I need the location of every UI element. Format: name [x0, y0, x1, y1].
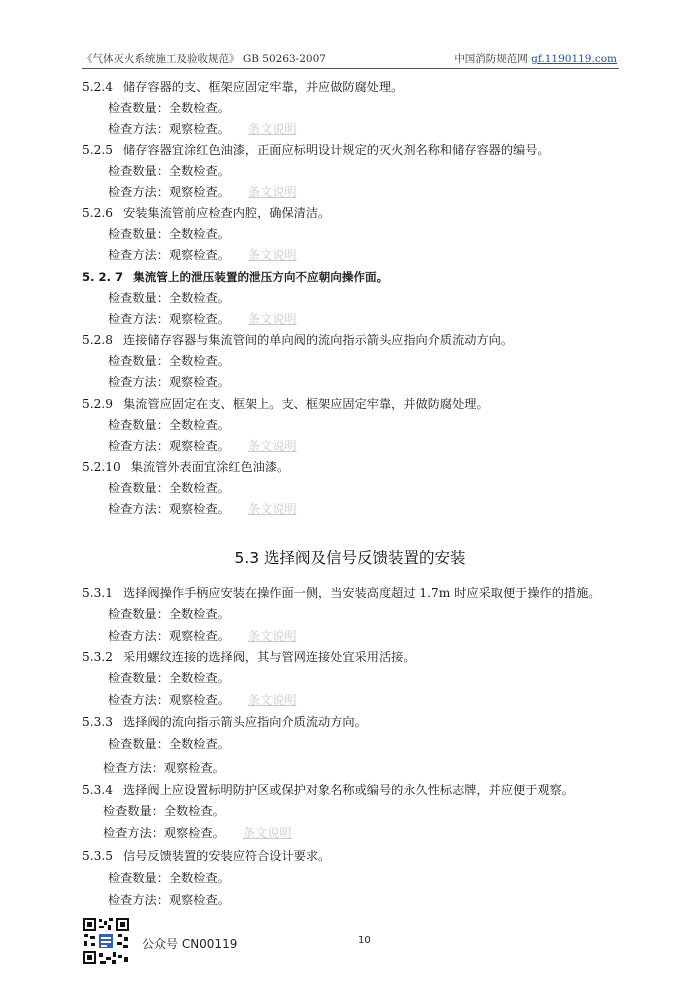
clause-note-link[interactable]: 条文说明	[247, 502, 297, 516]
check-quantity: 检查数量：全数检查。	[108, 607, 230, 621]
check-quantity: 检查数量：全数检查。	[108, 481, 230, 495]
clause-line: 5.2.6 安装集流管前应检查内腔，确保清洁。	[82, 206, 331, 220]
clause-line: 5.3.4 选择阀上应设置标明防护区或保护对象名称或编号的永久性标志牌，并应便于观察。	[82, 783, 574, 797]
page-number: 10	[358, 935, 371, 946]
clause-line: 5.2.4 储存容器的支、框架应固定牢靠，并应做防腐处理。	[82, 80, 404, 94]
check-quantity: 检查数量：全数检查。	[108, 227, 230, 241]
clause-line: 5.3.5 信号反馈装置的安装应符合设计要求。	[82, 849, 331, 863]
check-quantity: 检查数量：全数检查。	[108, 101, 230, 115]
clause-note-link[interactable]: 条文说明	[247, 439, 297, 453]
site-info	[454, 51, 617, 66]
wechat-account: 公众号 CN00119	[142, 937, 238, 951]
clause-line: 5.3.1 选择阀操作手柄应安装在操作面一侧，当安装高度超过 1.7m 时应采取便于操作的措施。	[82, 586, 601, 600]
check-method: 检查方法：观察检查。 条文说明	[108, 439, 297, 453]
clause-note-link[interactable]: 条文说明	[247, 185, 297, 199]
check-method: 检查方法：观察检查。	[108, 375, 230, 389]
book-title: 《气体灭火系统施工及验收规范》 GB 50263-2007	[82, 53, 326, 65]
page-header	[82, 50, 619, 69]
check-quantity: 检查数量：全数检查。	[108, 737, 230, 751]
check-method: 检查方法：观察检查。	[108, 893, 230, 907]
check-quantity: 检查数量：全数检查。	[103, 804, 225, 818]
qr-code-icon	[82, 917, 130, 965]
clause-note-link[interactable]: 条文说明	[247, 122, 297, 136]
check-method: 检查方法：观察检查。 条文说明	[108, 248, 297, 262]
check-method: 检查方法：观察检查。 条文说明	[108, 122, 297, 136]
check-method: 检查方法：观察检查。 条文说明	[108, 185, 297, 199]
check-method: 检查方法：观察检查。 条文说明	[108, 502, 297, 516]
section-title: 5.3 选择阀及信号反馈装置的安装	[234, 549, 466, 567]
check-quantity: 检查数量：全数检查。	[108, 671, 230, 685]
check-quantity: 检查数量：全数检查。	[108, 291, 230, 305]
check-quantity: 检查数量：全数检查。	[108, 418, 230, 432]
check-quantity: 检查数量：全数检查。	[108, 871, 230, 885]
clause-line: 5.2.10 集流管外表面宜涂红色油漆。	[82, 460, 290, 474]
clause-note-link[interactable]: 条文说明	[242, 826, 292, 840]
check-method: 检查方法：观察检查。 条文说明	[108, 693, 297, 707]
check-method: 检查方法：观察检查。 条文说明	[108, 312, 297, 326]
clause-note-link[interactable]: 条文说明	[247, 693, 297, 707]
check-method: 检查方法：观察检查。	[103, 761, 225, 775]
site-link[interactable]: gf.1190119.com	[531, 53, 617, 65]
clause-line: 5.3.2 采用螺纹连接的选择阀，其与管网连接处宜采用活接。	[82, 650, 416, 664]
check-quantity: 检查数量：全数检查。	[108, 164, 230, 178]
clause-line: 5.2.5 储存容器宜涂红色油漆，正面应标明设计规定的灭火剂名称和储存容器的编号。	[82, 143, 550, 157]
check-quantity: 检查数量：全数检查。	[108, 354, 230, 368]
check-method: 检查方法：观察检查。 条文说明	[108, 629, 297, 643]
clause-note-link[interactable]: 条文说明	[247, 312, 297, 326]
site-name: 中国消防规范网	[454, 53, 528, 65]
clause-note-link[interactable]: 条文说明	[247, 248, 297, 262]
clause-line: 5.3.3 选择阀的流向指示箭头应指向介质流动方向。	[82, 715, 367, 729]
check-method: 检查方法：观察检查。 条文说明	[103, 826, 292, 840]
clause-line: 5.2.9 集流管应固定在支、框架上。支、框架应固定牢靠，并做防腐处理。	[82, 397, 489, 411]
clause-line: 5. 2. 7 集流管上的泄压装置的泄压方向不应朝向操作面。	[82, 270, 389, 284]
clause-note-link[interactable]: 条文说明	[247, 629, 297, 643]
clause-line: 5.2.8 连接储存容器与集流管间的单向阀的流向指示箭头应指向介质流动方向。	[82, 333, 514, 347]
